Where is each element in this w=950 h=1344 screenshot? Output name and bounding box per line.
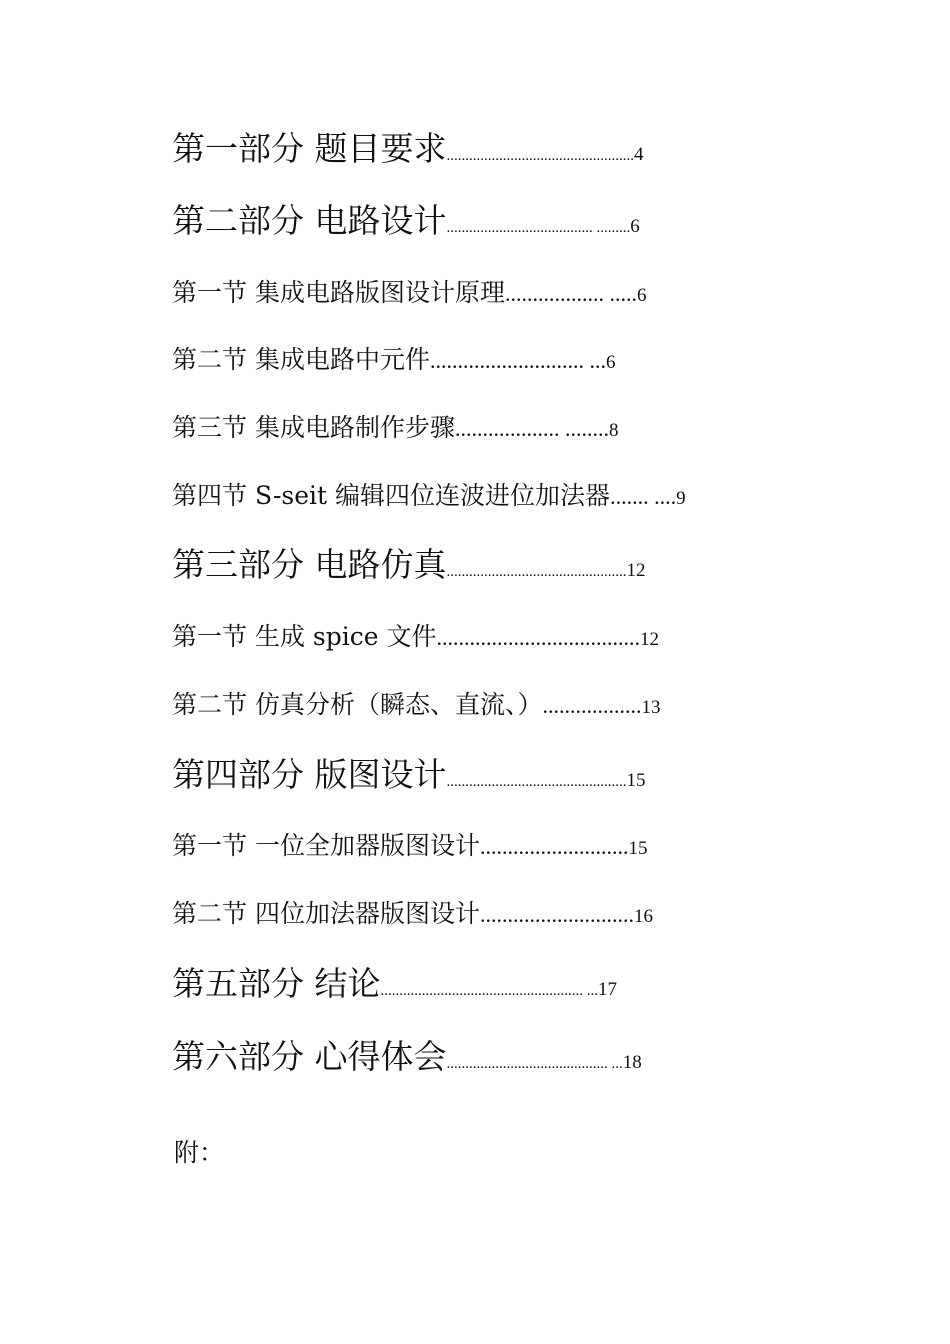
toc-leader-dots: .....................................: [436, 625, 640, 650]
toc-page-number: 8: [608, 420, 619, 441]
toc-entry-title: 第一节 生成 spice 文件: [172, 622, 437, 651]
toc-leader-dots: ..................: [542, 693, 642, 718]
toc-entry-part-4[interactable]: [172, 755, 646, 794]
toc-entry-part-6[interactable]: [172, 1037, 642, 1076]
toc-entry-title: 第一节 集成电路版图设计原理: [172, 278, 505, 307]
toc-entry-section[interactable]: [172, 901, 653, 926]
toc-entry-section[interactable]: [172, 347, 615, 372]
toc-leader-dots: ..................................................: [446, 148, 634, 164]
appendix-label: 附：: [174, 1138, 225, 1167]
toc-page-number: 12: [626, 560, 646, 581]
toc-entry-title: 第六部分 心得体会: [172, 1037, 447, 1076]
toc-entry-title: 第三部分 电路仿真: [172, 545, 447, 584]
toc-page-number: 18: [622, 1052, 642, 1073]
toc-leader-dots: ............................: [479, 902, 634, 927]
toc-entry-title: 第三节 集成电路制作步骤: [172, 413, 455, 442]
toc-entry-title: 第二部分 电路设计: [172, 201, 447, 240]
toc-entry-section[interactable]: [172, 415, 618, 440]
toc-entry-part-5[interactable]: [172, 964, 617, 1003]
toc-entry-title: 第四节 S-seit 编辑四位连波进位加法器: [172, 481, 611, 510]
toc-page-number: 9: [676, 488, 686, 509]
toc-entry-section[interactable]: [172, 280, 646, 305]
toc-entry-part-2[interactable]: [172, 201, 640, 240]
toc-entry-title: 第四部分 版图设计: [172, 755, 447, 794]
toc-entry-part-1[interactable]: [172, 129, 644, 168]
toc-entry-title: 第二节 仿真分析（瞬态、直流、）: [172, 690, 543, 719]
toc-entry-title: 第二节 集成电路中元件: [172, 345, 430, 374]
toc-leader-dots: ....................................... .........: [446, 220, 631, 236]
toc-page-number: 6: [630, 216, 640, 237]
toc-page-number: 6: [636, 285, 647, 306]
toc-page-number: 16: [633, 906, 653, 927]
toc-leader-dots: ................... ........: [454, 416, 609, 441]
toc-page-number: 17: [598, 979, 617, 1000]
toc-leader-dots: ............................ ...: [429, 348, 606, 373]
toc-page-number: 15: [626, 770, 646, 791]
toc-entry-title: 第五部分 结论: [172, 964, 381, 1003]
toc-leader-dots: ...........................: [479, 834, 629, 859]
toc-page-number: 15: [628, 838, 648, 859]
toc-page-number: 6: [605, 352, 616, 373]
toc-page-number: 13: [641, 697, 661, 718]
toc-entry-section[interactable]: [172, 833, 647, 858]
toc-entry-part-3[interactable]: [172, 545, 646, 584]
toc-entry-title: 第一节 一位全加器版图设计: [172, 831, 480, 860]
toc-page-number: 12: [639, 629, 659, 650]
toc-entry-title: 第一部分 题目要求: [172, 129, 447, 168]
toc-leader-dots: ................................................: [446, 564, 627, 580]
toc-entry-section[interactable]: [172, 624, 659, 649]
toc-leader-dots: ....... ....: [610, 484, 677, 509]
toc-entry-section[interactable]: [172, 692, 660, 717]
toc-page-number: 4: [634, 144, 644, 165]
toc-entry-title: 第二节 四位加法器版图设计: [172, 899, 480, 928]
toc-leader-dots: ...................................................... ...: [380, 983, 598, 999]
toc-leader-dots: ........................................... ...: [446, 1056, 623, 1072]
toc-leader-dots: ................................................: [446, 774, 627, 790]
toc-entry-section[interactable]: [172, 483, 686, 508]
toc-leader-dots: .................. .....: [504, 281, 637, 306]
